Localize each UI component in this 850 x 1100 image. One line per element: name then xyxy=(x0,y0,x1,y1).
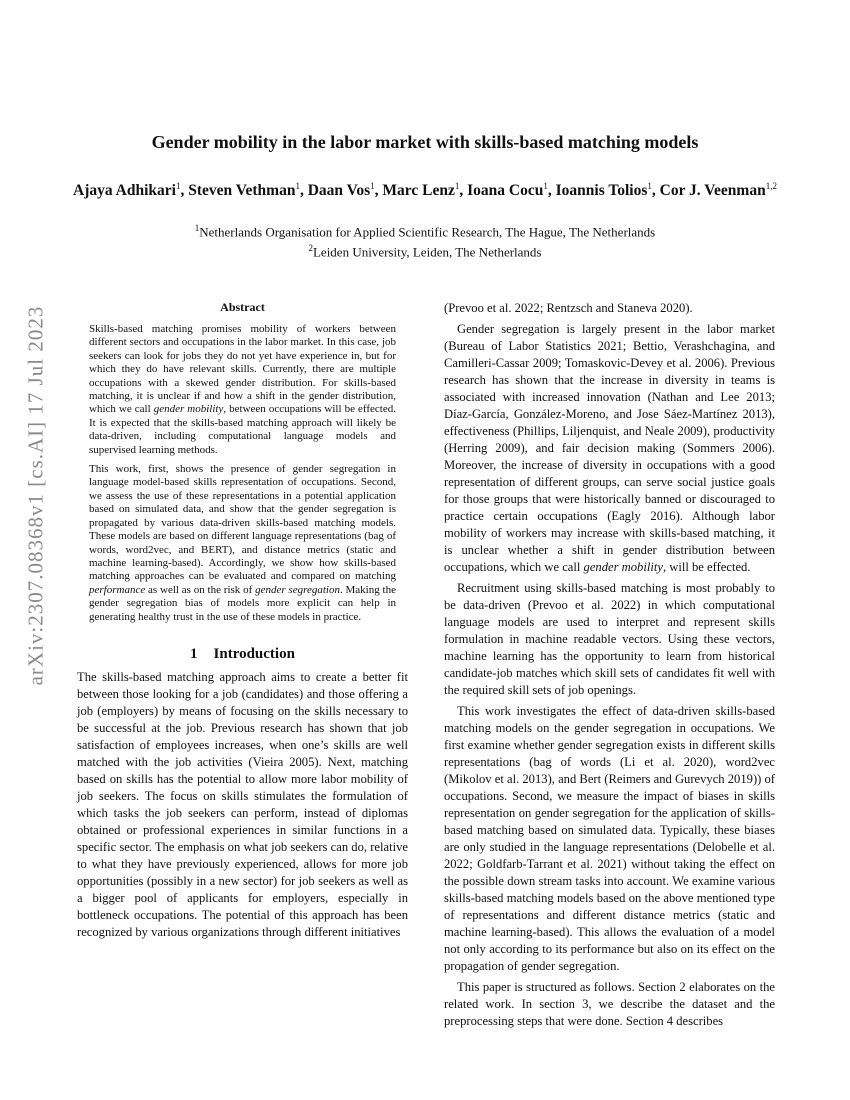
author-name: Cor J. Veenman$^{1,2}$ xyxy=(659,181,777,200)
author-affiliation-mark: 1 xyxy=(543,181,548,191)
author-affiliation-mark: 1 xyxy=(295,181,300,191)
arxiv-stamp xyxy=(14,305,58,685)
affiliation-line: $^1$Netherlands Organisation for Applied Scientific Research, The Hague, The Netherlands xyxy=(194,223,656,240)
paper-title: Gender mobility in the labor market with skills-based matching models xyxy=(151,132,699,152)
author-affiliation-mark: 1 xyxy=(370,181,375,191)
affiliation-number: 1 xyxy=(194,223,200,233)
author-name: Ioana Cocu$^1$ xyxy=(467,181,548,200)
body-paragraph: The skills-based matching approach aims to create a better fit between those looking for a job (candidates) and those offering a job (employers) by means of focusing on the skills necessary to be successful at the job. Previous research has shown that job satisfaction of employees increases, when one’s skills are well matched with the job activities (Vieira 2005). Next, matching based on skills has the potential to allow more labor mobility of job seekers. The focus on skills stimulates the formulation of which tasks the job seekers can perform, instead of diplomas obtained or professional experiences in similar functions in a specific sector. The emphasis on what job seekers can do, relative to what they have previously experienced, allows for more job opportunities (possibly in a new sector) for job seekers as well as a bigger pool of applicants for employers, especially in bottleneck occupations. The potential of this approach has been recognized by various organizations through different initiatives xyxy=(77,669,408,939)
abstract-paragraph: Skills-based matching promises mobility of workers between different sectors and occupations in the labor market. In this case, job seekers can look for jobs they do not yet have experience in, but for which they do have relevant skills. Currently, there are multiple occupations with a skewed gender distribution. For skills-based matching, it is unclear if and how a shift in the gender distribution, which we call gender mobility, between occupations will be effected. It is expected that the skills-based matching approach will likely be data-driven, including computational language models and supervised learning methods. xyxy=(89,323,396,456)
author-name: Daan Vos$^1$ xyxy=(307,181,375,200)
author-affiliation-mark: 1,2 xyxy=(765,181,777,191)
author-affiliation-mark: 1 xyxy=(647,181,652,191)
body-paragraph: Recruitment using skills-based matching is most probably to be data-driven (Prevoo et al. 2022) in which computational language models are used to interpret and represent skills formulation in machine readable vectors. Using these vectors, machine learning has the opportunity to learn from historical candidate-job matches which skill sets of candidates fit well with the required skill sets of job openings. xyxy=(444,581,775,697)
author-name: Ajaya Adhikari$^1$ xyxy=(73,181,181,200)
arxiv-stamp-text: arXiv:2307.08368v1 [cs.AI] 17 Jul 2023 xyxy=(23,305,48,685)
body-paragraph: (Prevoo et al. 2022; Rentzsch and Staneva 2020). xyxy=(444,301,693,315)
right-column xyxy=(444,300,775,1034)
author-name: Steven Vethman$^1$ xyxy=(188,181,300,200)
left-column xyxy=(77,300,408,945)
body-paragraph: Gender segregation is largely present in the labor market (Bureau of Labor Statistics 2021; Bettio, Verashchagina, and Camilleri-Cassar 2009; Tomaskovic-Devey et al. 2006). Previous research has shown that the increase in diversity in teams is associated with increased innovation (Nathan and Lee 2013; Díaz-García, González-Moreno, and Jose Sáez-Martínez 2013), effectiveness (Phillips, Liljenquist, and Neale 2009), productivity (Herring 2009), and fair decision making (Sommers 2006). Moreover, the increase of diversity in occupations with a good representation of different groups, can serve social justice goals for those groups that were historically banned or discouraged to practice certain occupations (Eagly 2016). Although labor mobility of workers may increase with skills-based matching, it is unclear whether a shift in gender distribution between occupations, which we call gender mobility, will be effected. xyxy=(444,322,775,574)
abstract-paragraph: This work, first, shows the presence of gender segregation in language model-based skills representation of occupations. Second, we assess the use of these representations in a potential application based on simulated data, and show that the gender segregation is propagated by various data-driven skills-based matching models. These models are based on different language representations (bag of words, word2vec, and BERT), and distance metrics (static and machine learning-based). Accordingly, we show how skills-based matching approaches can be evaluated and compared on matching performance as well as on the risk of gender segregation. Making the gender segregation bias of models more explicit can help in generating healthy trust in the use of these models in practice. xyxy=(89,463,396,623)
abstract-heading: Abstract xyxy=(220,300,265,314)
affiliation-number: 2 xyxy=(308,243,313,254)
affiliations xyxy=(70,220,780,261)
section-number: 1 xyxy=(190,645,198,662)
section-heading xyxy=(77,646,408,663)
author-name: Ioannis Tolios$^1$ xyxy=(555,181,652,200)
affiliation-line: $^2$Leiden University, Leiden, The Netherlands xyxy=(308,243,542,260)
author-affiliation-mark: 1 xyxy=(175,181,181,191)
body-paragraph: This work investigates the effect of data-driven skills-based matching models on the gender segregation in occupations. We first examine whether gender segregation exists in different skills representations (bag of words (Li et al. 2020), word2vec (Mikolov et al. 2013), and Bert (Reimers and Gurevych 2019)) of occupations. Second, we measure the impact of biases in skills representation on gender segregation for the application of skills-based matching based on simulated data. Typically, these biases are only studied in the language representations (Delobelle et al. 2022; Goldfarb-Tarrant et al. 2021) without taking the effect on the possible down stream tasks into account. We examine various skills-based matching models based on the above mentioned type of representations and different distance metrics (static and machine learning-based). This allows the evaluation of a model not only according to its performance but also on its effect on the propagation of gender segregation. xyxy=(444,704,775,973)
section-title: Introduction xyxy=(213,645,295,662)
author-name: Marc Lenz$^1$ xyxy=(382,181,460,200)
author-list: Ajaya Adhikari$^1$, Steven Vethman$^1$, Daan Vos$^1$, Marc Lenz$^1$, Ioana Cocu$^1$, Ioannis Tolios$^1$, Cor J. Veenman$^{1,2}$ xyxy=(73,181,777,200)
author-affiliation-mark: 1 xyxy=(454,181,460,191)
body-paragraph: This paper is structured as follows. Section 2 elaborates on the related work. In section 3, we describe the dataset and the preprocessing steps that were done. Section 4 describes xyxy=(444,980,775,1028)
